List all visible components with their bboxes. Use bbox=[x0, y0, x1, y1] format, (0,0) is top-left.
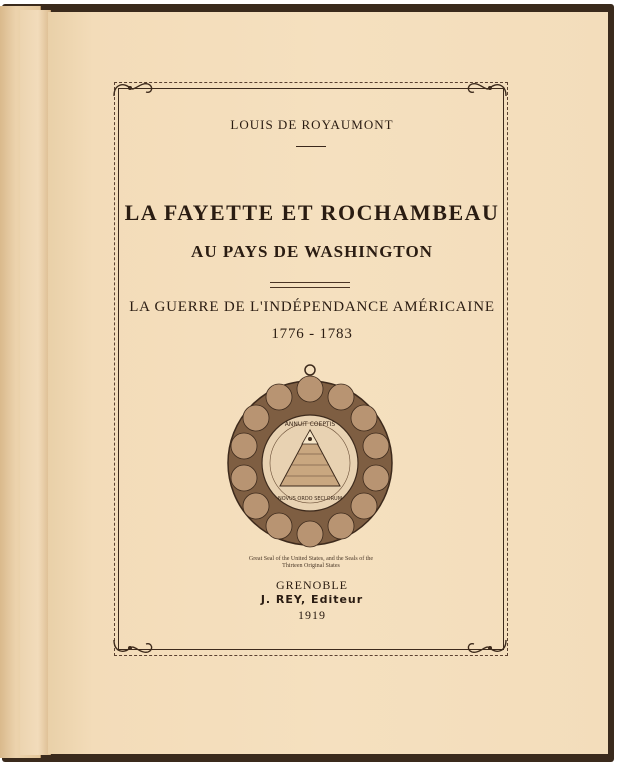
corner-flourish-icon bbox=[110, 636, 158, 658]
double-rule-divider bbox=[270, 282, 350, 288]
publication-year: 1919 bbox=[298, 608, 326, 622]
seal-motto: ANNUIT COEPTIS bbox=[284, 421, 336, 428]
corner-flourish-icon bbox=[462, 636, 510, 658]
publisher-name: J. REY, Editeur bbox=[260, 593, 364, 606]
title-line-2: AU PAYS DE WASHINGTON bbox=[191, 242, 433, 261]
seal-motto-lower: NOVUS ORDO SECLORUM bbox=[277, 496, 343, 502]
short-rule-divider bbox=[296, 146, 326, 147]
publisher-city: GRENOBLE bbox=[276, 578, 348, 592]
years-range: 1776 - 1783 bbox=[271, 326, 353, 342]
author-name: LOUIS DE ROYAUMONT bbox=[230, 117, 394, 132]
seal-caption: Great Seal of the United States, and the Seals of the Thirteen Original States bbox=[248, 556, 374, 569]
great-seal-icon bbox=[226, 360, 394, 550]
subtitle: LA GUERRE DE L'INDÉPENDANCE AMÉRICAINE bbox=[129, 299, 495, 315]
flyleaf-right bbox=[20, 10, 51, 755]
title-line-1: LA FAYETTE ET ROCHAMBEAU bbox=[124, 200, 500, 225]
corner-flourish-icon bbox=[110, 78, 158, 100]
corner-flourish-icon bbox=[462, 78, 510, 100]
